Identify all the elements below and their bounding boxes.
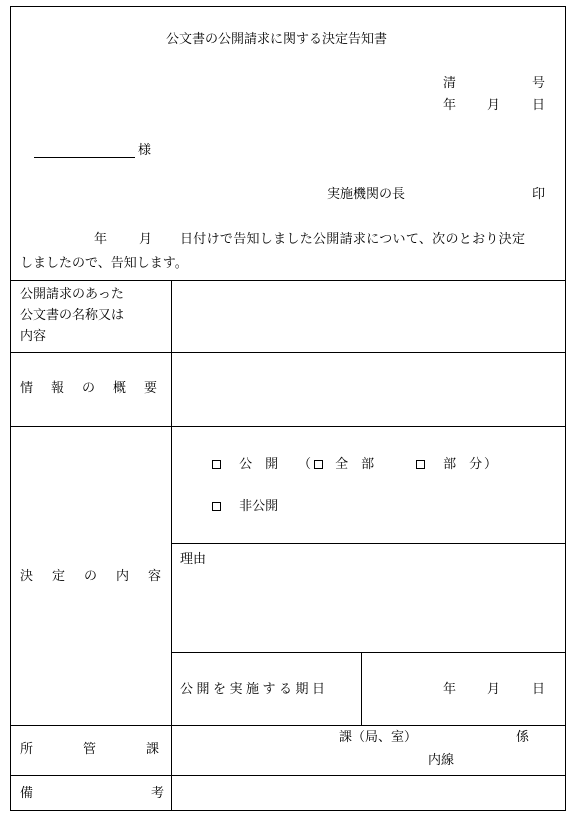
partial-option[interactable] — [416, 458, 482, 471]
full-checkbox[interactable] — [314, 460, 323, 469]
date-year: 年 — [443, 98, 457, 113]
summary-field[interactable] — [172, 353, 565, 426]
open-paren-left: （ — [298, 457, 312, 472]
nondisclosure-option[interactable] — [212, 500, 278, 513]
partial-checkbox[interactable] — [416, 460, 425, 469]
document-name-label-line3: 内容 — [20, 329, 47, 344]
intro-year: 年 — [94, 232, 108, 247]
department-label: 所管課 — [20, 742, 210, 757]
seal-mark: 印 — [532, 187, 546, 202]
department-section: 課（局、室） — [339, 730, 418, 745]
partial-label: 部 分 — [443, 457, 483, 472]
impl-date-day: 日 — [532, 682, 546, 697]
full-label: 全 部 — [335, 457, 375, 472]
decision-divider-1 — [171, 543, 566, 544]
intro-text-line1: 日付けで告知しました公開請求について、次のとおり決定 — [180, 232, 526, 247]
impl-date-year: 年 — [443, 682, 457, 697]
date-month: 月 — [487, 98, 501, 113]
intro-text-line2: しましたので、告知します。 — [20, 256, 188, 271]
reason-field[interactable] — [172, 572, 565, 652]
open-option[interactable] — [212, 458, 278, 471]
reason-label: 理由 — [180, 552, 207, 567]
number-prefix: 清 — [443, 76, 457, 91]
row-divider-3 — [10, 725, 566, 726]
intro-month: 月 — [139, 232, 153, 247]
decision-label: 決定の内容 — [20, 569, 181, 584]
department-extension: 内線 — [428, 753, 455, 768]
date-day: 日 — [532, 98, 546, 113]
department-unit: 係 — [516, 730, 530, 745]
summary-label: 情報の概要 — [20, 381, 176, 396]
nondisclosure-checkbox[interactable] — [212, 502, 221, 511]
open-checkbox[interactable] — [212, 460, 221, 469]
decision-divider-2 — [171, 652, 566, 653]
document-name-label-line2: 公文書の名称又は — [20, 308, 125, 323]
implementation-date-label: 公開を実施する期日 — [180, 682, 329, 697]
number-suffix: 号 — [532, 76, 546, 91]
open-label: 公 開 — [239, 457, 279, 472]
remarks-label: 備考 — [20, 786, 283, 801]
open-paren-right: ） — [484, 457, 498, 472]
addressee-suffix: 様 — [138, 143, 152, 158]
full-option[interactable] — [314, 458, 374, 471]
remarks-field[interactable] — [172, 776, 565, 810]
nondisclosure-label: 非公開 — [239, 499, 279, 514]
document-name-label-line1: 公開請求のあった — [20, 287, 124, 302]
date-column-divider — [361, 652, 362, 725]
document-name-field[interactable] — [172, 281, 565, 352]
addressee-underline[interactable] — [34, 157, 135, 158]
issuer-label: 実施機関の長 — [327, 187, 406, 202]
impl-date-month: 月 — [487, 682, 501, 697]
document-name-label — [10, 284, 171, 347]
row-divider-2 — [10, 426, 566, 427]
document-title: 公文書の公開請求に関する決定告知書 — [166, 32, 388, 47]
